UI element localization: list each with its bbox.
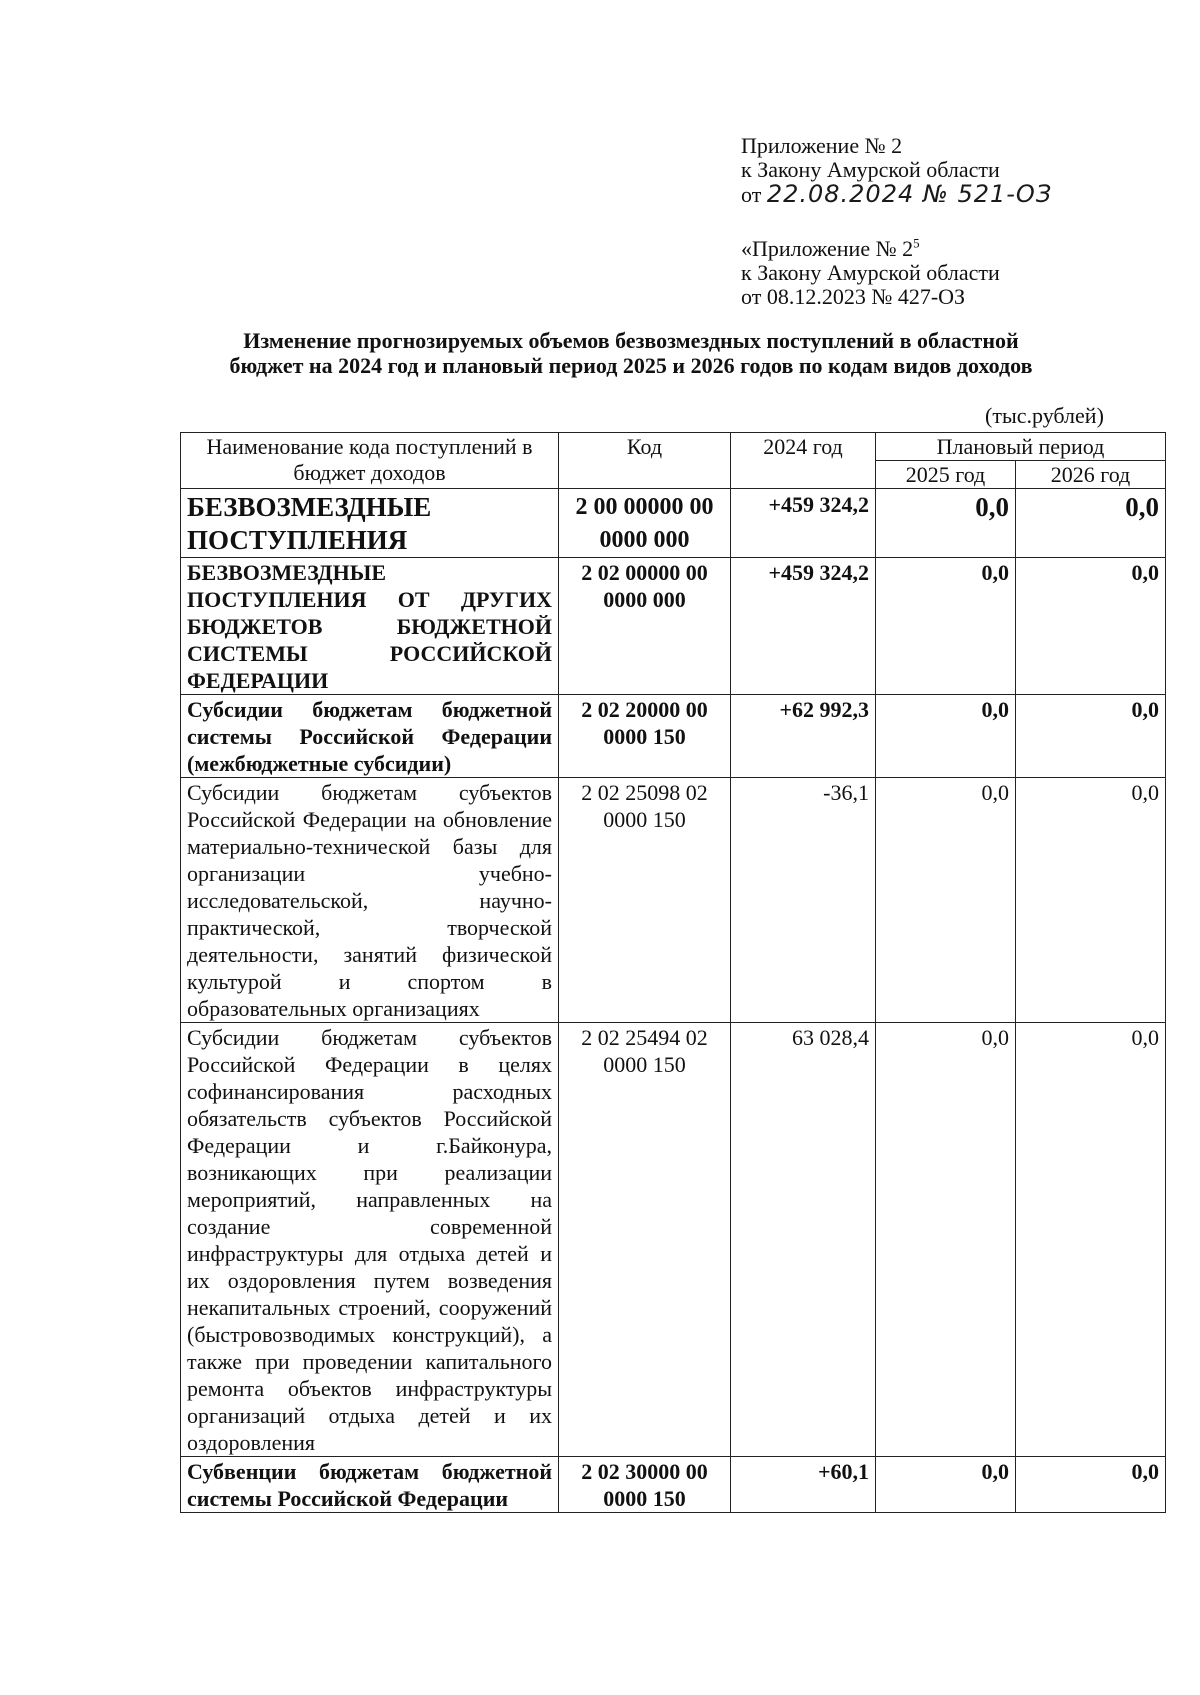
row-value-2024: +60,1 — [731, 1457, 876, 1513]
revenue-table — [180, 432, 1166, 1513]
col-header-name: Наименование кода поступлений в бюджет доходов — [181, 433, 559, 489]
row-value-2025: 0,0 — [876, 489, 1016, 558]
handwritten-date-number: 22.08.2024 № 521-ОЗ — [766, 180, 1053, 208]
document-title-line1: Изменение прогнозируемых объемов безвозмездных поступлений в областной — [243, 328, 1019, 353]
col-header-code: Код — [559, 433, 731, 489]
row-value-2024: -36,1 — [731, 778, 876, 1023]
row-value-2024: +459 324,2 — [731, 558, 876, 695]
row-code: 2 02 25098 02 0000 150 — [559, 778, 731, 1023]
row-value-2026: 0,0 — [1016, 489, 1166, 558]
row-value-2026: 0,0 — [1016, 558, 1166, 695]
row-value-2025: 0,0 — [876, 558, 1016, 695]
prior-law-label: к Закону Амурской области — [741, 260, 1000, 285]
row-value-2026: 0,0 — [1016, 695, 1166, 778]
row-value-2024: +459 324,2 — [731, 489, 876, 558]
col-header-2024: 2024 год — [731, 433, 876, 489]
table-row — [181, 1457, 1166, 1513]
row-name: БЕЗВОЗМЕЗДНЫЕ ПОСТУПЛЕНИЯ ОТ ДРУГИХ БЮДЖЕТОВ БЮДЖЕТНОЙ СИСТЕМЫ РОССИЙСКОЙ ФЕДЕРАЦИИ — [181, 558, 559, 695]
row-code: 2 02 30000 00 0000 150 — [559, 1457, 731, 1513]
row-value-2026: 0,0 — [1016, 778, 1166, 1023]
table-row — [181, 695, 1166, 778]
date-prefix: от — [741, 182, 762, 207]
row-value-2024: +62 992,3 — [731, 695, 876, 778]
table-row — [181, 489, 1166, 558]
units-label: (тыс.рублей) — [985, 403, 1104, 428]
document-title — [150, 328, 1112, 378]
appendix-header — [741, 134, 1161, 309]
row-value-2025: 0,0 — [876, 778, 1016, 1023]
table-row — [181, 1023, 1166, 1457]
row-name: Субсидии бюджетам бюджетной системы Российской Федерации (межбюджетные субсидии) — [181, 695, 559, 778]
col-header-2026: 2026 год — [1016, 461, 1166, 489]
table-row — [181, 778, 1166, 1023]
row-value-2026: 0,0 — [1016, 1023, 1166, 1457]
row-code: 2 02 20000 00 0000 150 — [559, 695, 731, 778]
row-name: Субсидии бюджетам субъектов Российской Федерации в целях софинансирования расходных обязательств субъектов Российской Федерации и г.Байконура, возникающих при реализации мероприятий, направленных на создание современной инфраструктуры для отдыха детей и их оздоровления путем возведения некапитальных строений, сооружений (быстровозводимых конструкций), а также при проведении капитального ремонта объектов инфраструктуры организаций отдыха детей и их оздоровления — [181, 1023, 559, 1457]
prior-appendix-superscript: 5 — [913, 235, 920, 251]
prior-appendix-label: «Приложение № $2^5$ — [741, 235, 920, 261]
row-name: Субсидии бюджетам субъектов Российской Федерации на обновление материально-технической базы для организации учебно-исследовательской, научно-практической, творческой деятельности, занятий физической культурой и спортом в образовательных организациях — [181, 778, 559, 1023]
row-value-2025: 0,0 — [876, 1023, 1016, 1457]
document-title-line2: бюджет на 2024 год и плановый период 2025 и 2026 годов по кодам видов доходов — [229, 353, 1033, 378]
header-row — [181, 433, 1166, 461]
row-value-2024: 63 028,4 — [731, 1023, 876, 1457]
col-header-2025: 2025 год — [876, 461, 1016, 489]
law-date-line — [741, 182, 1161, 207]
row-value-2026: 0,0 — [1016, 1457, 1166, 1513]
law-label: к Закону Амурской области — [741, 157, 1000, 182]
row-name: БЕЗВОЗМЕЗДНЫЕ ПОСТУПЛЕНИЯ — [181, 489, 559, 558]
row-name: Субвенции бюджетам бюджетной системы Российской Федерации — [181, 1457, 559, 1513]
row-value-2025: 0,0 — [876, 695, 1016, 778]
row-code: 2 00 00000 00 0000 000 — [559, 489, 731, 558]
row-code: 2 02 25494 02 0000 150 — [559, 1023, 731, 1457]
table-row — [181, 558, 1166, 695]
prior-law-date: от 08.12.2023 № 427-ОЗ — [741, 284, 966, 309]
row-code: 2 02 00000 00 0000 000 — [559, 558, 731, 695]
row-value-2025: 0,0 — [876, 1457, 1016, 1513]
col-header-planned-period: Плановый период — [876, 433, 1166, 461]
appendix-label: Приложение № 2 — [741, 133, 903, 158]
